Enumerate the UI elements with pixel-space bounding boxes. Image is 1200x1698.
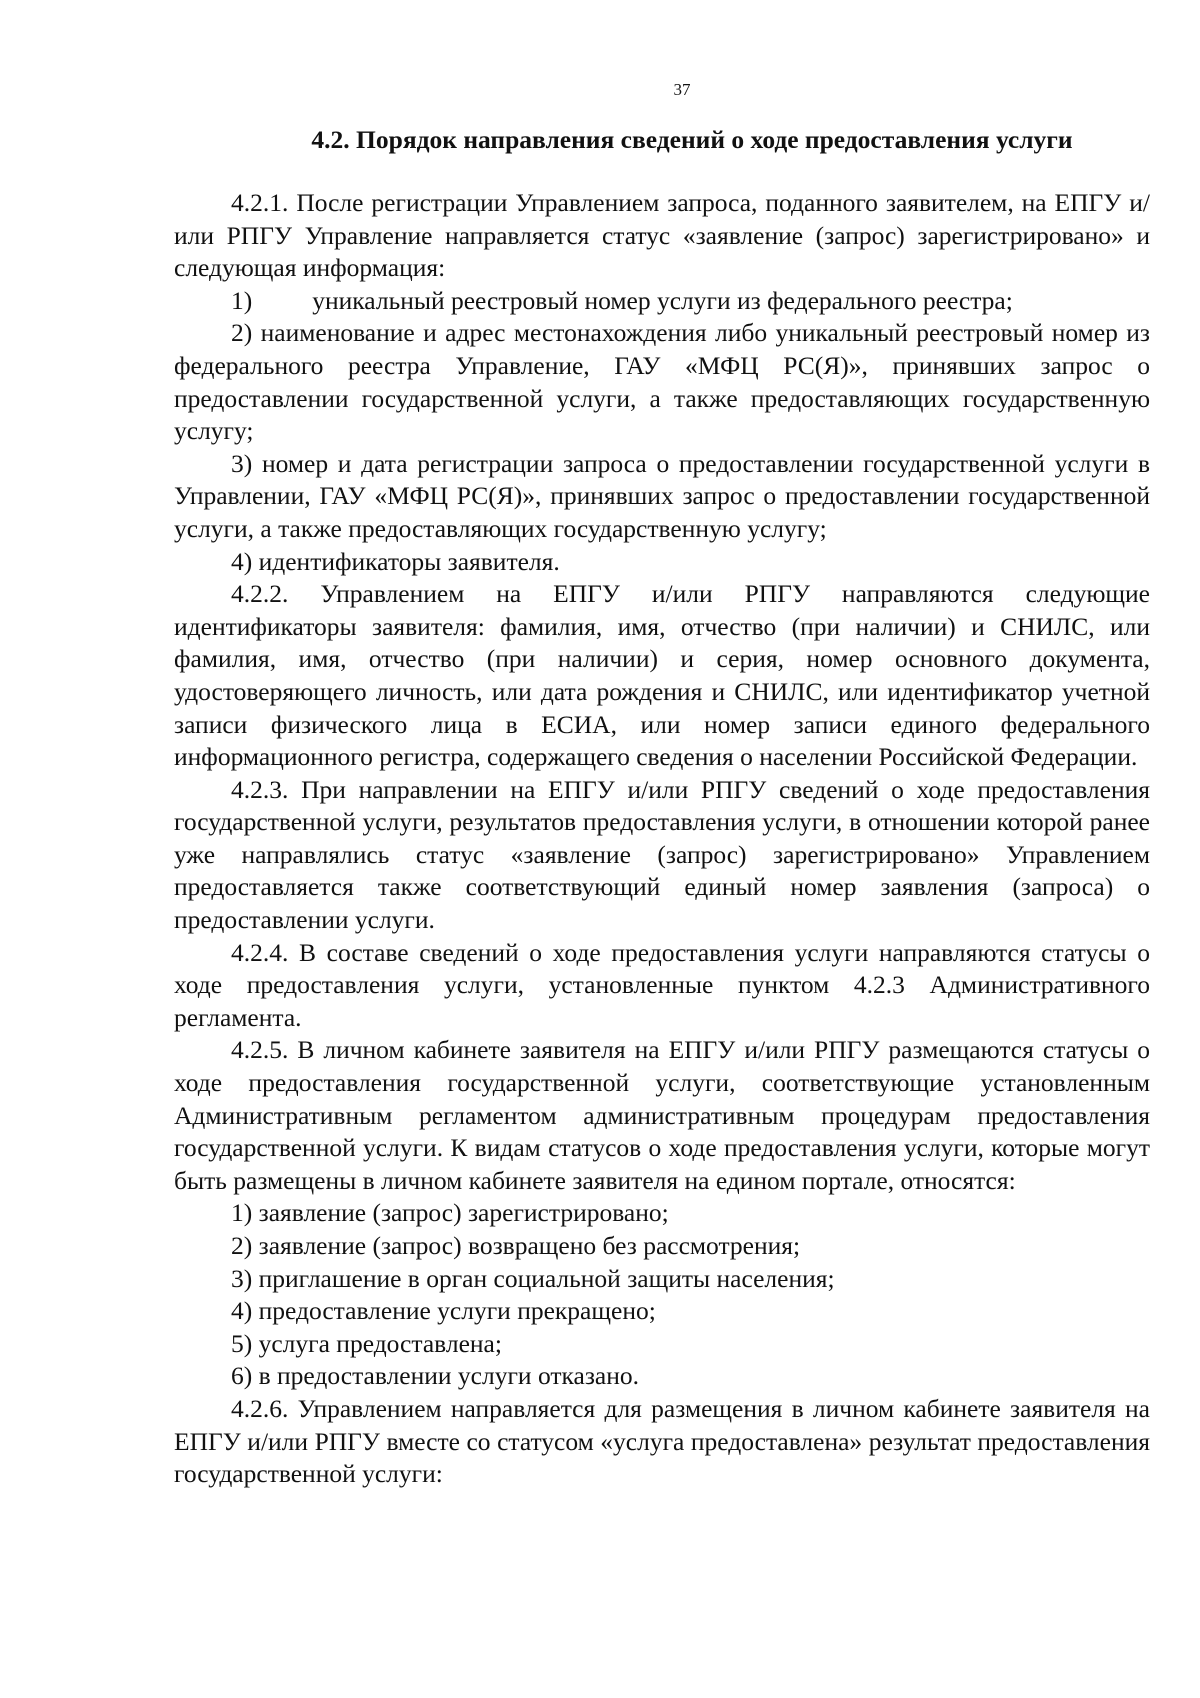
- list-item-4: 4) идентификаторы заявителя.: [231, 546, 560, 576]
- list-item-1-text: уникальный реестровый номер услуги из федерального реестра;: [312, 285, 1013, 315]
- section-title: 4.2. Порядок направления сведений о ходе предоставления услуги: [311, 125, 1073, 154]
- list-item-1-number: 1): [231, 285, 253, 315]
- page-number: 37: [673, 80, 691, 99]
- list-item-1: [174, 285, 1150, 318]
- paragraph-4-2-4: 4.2.4. В составе сведений о ходе предоставления услуги направляются статусы о ходе предоставления услуги, установленные пунктом 4.2.3 Административного регламента.: [174, 937, 1150, 1032]
- paragraph-4-2-5: 4.2.5. В личном кабинете заявителя на ЕПГУ и/или РПГУ размещаются статусы о ходе предоставления государственной услуги, соответствующие установленным Административным регламентом административным процедурам предоставления государственной услуги. К видам статусов о ходе предоставления услуги, которые могут быть размещены в личном кабинете заявителя на едином портале, относятся:: [174, 1035, 1150, 1195]
- body-text: [174, 187, 1150, 1491]
- paragraph-4-2-1: 4.2.1. После регистрации Управлением запроса, поданного заявителем, на ЕПГУ и/или РПГУ Управление направляется статус «заявление (запрос) зарегистрировано» и следующая информация:: [174, 188, 1150, 283]
- status-item-5: 5) услуга предоставлена;: [231, 1328, 502, 1358]
- list-item-2: 2) наименование и адрес местонахождения либо уникальный реестровый номер из федерального реестра Управление, ГАУ «МФЦ РС(Я)», принявших запрос о предоставлении государственной услуги, а также предоставляющих государственную услугу;: [174, 318, 1150, 446]
- status-item-6: 6) в предоставлении услуги отказано.: [231, 1361, 639, 1391]
- paragraph-4-2-2: 4.2.2. Управлением на ЕПГУ и/или РПГУ направляются следующие идентификаторы заявителя: фамилия, имя, отчество (при наличии) и СНИЛС, или фамилия, имя, отчество (при наличии) и серия, номер основного документа, удостоверяющего личность, или дата рождения и СНИЛС, или идентификатор учетной записи физического лица в ЕСИА, или номер записи единого федерального информационного регистра, содержащего сведения о населении Российской Федерации.: [174, 579, 1150, 772]
- paragraph-4-2-3: 4.2.3. При направлении на ЕПГУ и/или РПГУ сведений о ходе предоставления государственной услуги, результатов предоставления услуги, в отношении которой ранее уже направлялись статус «заявление (запрос) зарегистрировано» Управлением предоставляется также соответствующий единый номер заявления (запроса) о предоставлении услуги.: [174, 774, 1150, 935]
- list-item-3: 3) номер и дата регистрации запроса о предоставлении государственной услуги в Управлении, ГАУ «МФЦ РС(Я)», принявших запрос о предоставлении государственной услуги, а также предоставляющих государственную услугу;: [174, 448, 1150, 543]
- status-item-4: 4) предоставление услуги прекращено;: [231, 1296, 656, 1326]
- status-item-1: 1) заявление (запрос) зарегистрировано;: [231, 1198, 669, 1228]
- status-item-3: 3) приглашение в орган социальной защиты населения;: [231, 1263, 835, 1293]
- paragraph-4-2-6: 4.2.6. Управлением направляется для размещения в личном кабинете заявителя на ЕПГУ и/или РПГУ вместе со статусом «услуга предоставлена» результат предоставления государственной услуги:: [174, 1393, 1150, 1489]
- status-item-2: 2) заявление (запрос) возвращено без рассмотрения;: [231, 1231, 801, 1260]
